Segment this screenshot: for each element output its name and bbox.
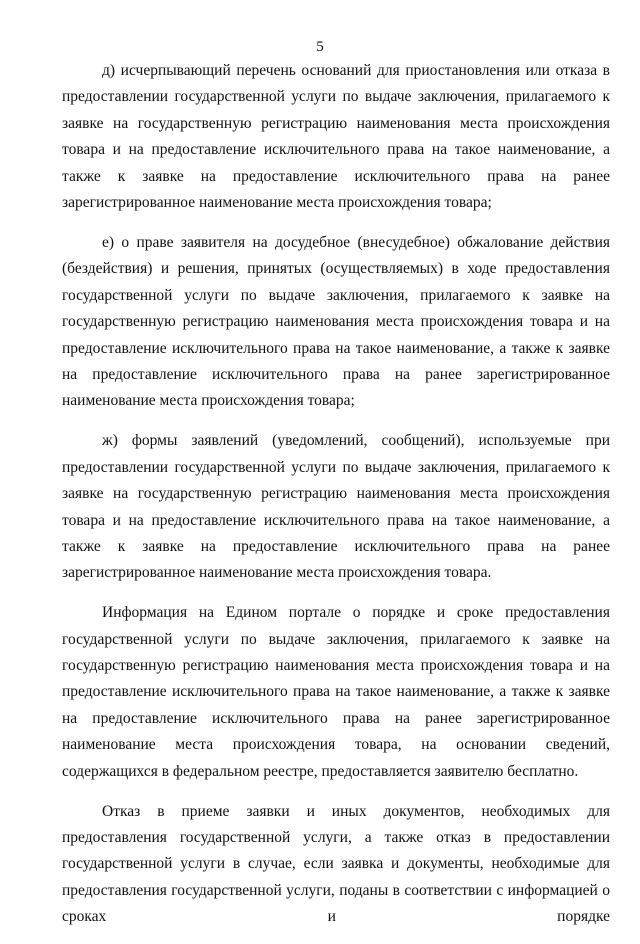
paragraph-zh: ж) формы заявлений (уведомлений, сообщений), используемые при предоставлении государственной услуги по выдаче заключения, прилагаемого к заявке на государственную регистрацию наименования места происхождения товара и на предоставление исключительного права на такое наименование, а также к заявке на предоставление исключительного права на ранее зарегистрированное наименование места происхождения товара.	[62, 432, 610, 582]
paragraph-d: д) исчерпывающий перечень оснований для приостановления или отказа в предоставлении государственной услуги по выдаче заключения, прилагаемого к заявке на государственную регистрацию наименования места происхождения товара и на предоставление исключительного права на такое наименование, а также к заявке на предоставление исключительного права на ранее зарегистрированное наименование места происхождения товара;	[62, 62, 610, 212]
document-body	[62, 58, 610, 944]
paragraph-info-portal: Информация на Едином портале о порядке и сроке предоставления государственной услуги по выдаче заключения, прилагаемого к заявке на государственную регистрацию наименования места происхождения товара и на предоставление исключительного права на такое наименование, а также к заявке на предоставление исключительного права на ранее зарегистрированное наименование места происхождения товара, на основании сведений, содержащихся в федеральном реестре, предоставляется заявителю бесплатно.	[62, 604, 610, 780]
paragraph-e: е) о праве заявителя на досудебное (внесудебное) обжалование действия (бездействия) и решения, принятых (осуществляемых) в ходе предоставления государственной услуги по выдаче заключения, прилагаемого к заявке на государственную регистрацию наименования места происхождения товара и на предоставление исключительного права на такое наименование, а также к заявке на предоставление исключительного права на ранее зарегистрированное наименование места происхождения товара;	[62, 233, 610, 410]
page-number: 5	[316, 39, 324, 55]
paragraph-refusal: Отказ в приеме заявки и иных документов, необходимых для предоставления государственной услуги, а также отказ в предоставлении государственной услуги в случае, если заявка и документы, необходимые для предоставления государственной услуги, поданы в соответствии с информацией о сроках и порядке	[62, 802, 610, 926]
